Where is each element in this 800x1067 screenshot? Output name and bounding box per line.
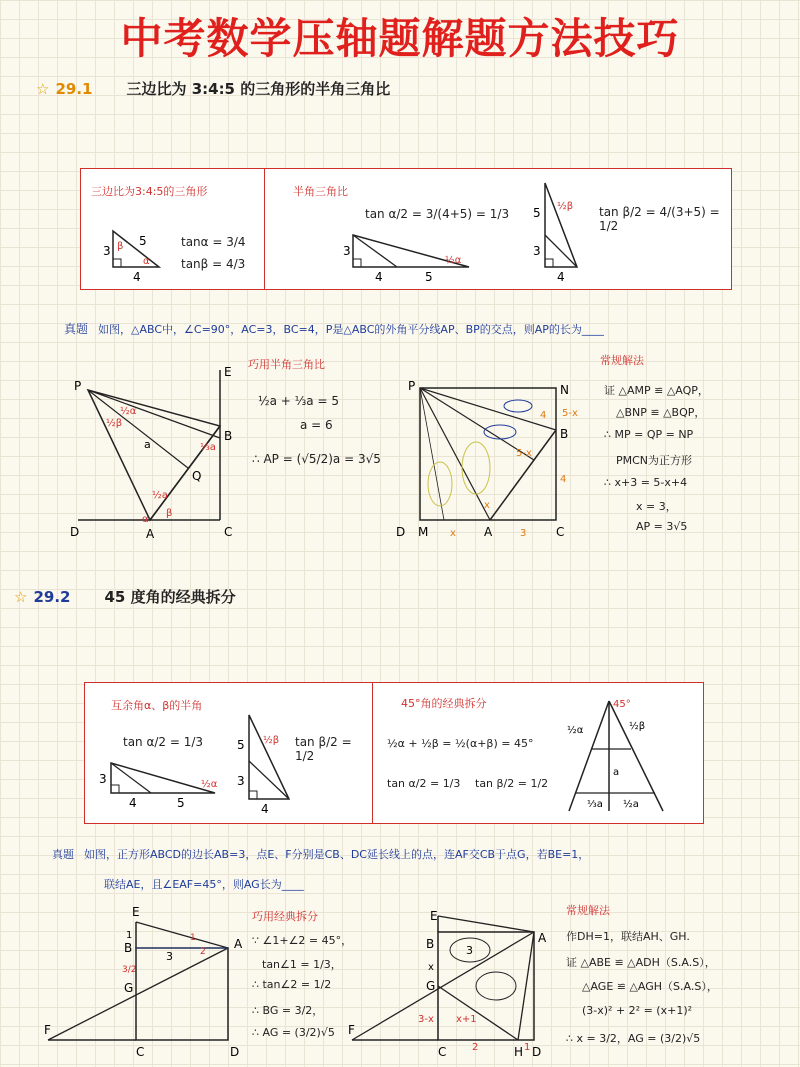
label-4: 4 bbox=[560, 474, 567, 485]
formula-half-beta: tan β/2 = 4/(3+5) = 1/2 bbox=[599, 205, 720, 233]
problem-label: 真题 bbox=[64, 322, 89, 336]
problem-label: 真题 bbox=[52, 848, 74, 861]
box-title: 45°角的经典拆分 bbox=[401, 697, 487, 710]
point-D: D bbox=[70, 525, 80, 539]
half-beta-label: ½β bbox=[106, 418, 123, 429]
point-N: N bbox=[560, 383, 569, 397]
figure-29-1-square bbox=[390, 374, 590, 544]
method1-line-2: tan∠1 = 1/3， bbox=[262, 958, 342, 971]
point-E: E bbox=[430, 909, 438, 923]
section-title: 45 度角的经典拆分 bbox=[104, 588, 236, 606]
method2-line-3: ∴ MP = QP = NP bbox=[604, 428, 694, 441]
point-F: F bbox=[44, 1023, 51, 1037]
formula-half-beta: tan β/2 = 1/2 bbox=[295, 735, 352, 763]
half-beta-mark: ½β bbox=[557, 201, 574, 212]
figure-29-2-congruent bbox=[346, 902, 556, 1062]
formula-half-alpha: tan α/2 = 1/3 bbox=[123, 735, 204, 749]
star-icon: ☆ bbox=[36, 80, 50, 98]
method2-line-1: 作DH=1，联结AH、GH. bbox=[566, 930, 690, 943]
method1-line-3: ∴ tan∠2 = 1/2 bbox=[252, 978, 332, 991]
side-4: 4 bbox=[557, 270, 565, 284]
method2-line-2: △BNP ≌ △BQP， bbox=[616, 406, 706, 419]
half-alpha-mark: ½α bbox=[445, 255, 462, 266]
method2-line-4: PMCN为正方形 bbox=[616, 454, 693, 467]
method2-title: 常规解法 bbox=[566, 904, 610, 917]
section-number: 29.2 bbox=[33, 588, 71, 606]
method1-line-1: ∵ ∠1+∠2 = 45°， bbox=[252, 934, 353, 947]
point-H: H bbox=[514, 1045, 524, 1059]
point-C: C bbox=[438, 1045, 447, 1059]
box-title: 半角三角比 bbox=[293, 185, 348, 198]
point-G: G bbox=[124, 981, 134, 995]
method2-line-1: 证 △AMP ≌ △AQP， bbox=[604, 384, 709, 397]
side-3: 3 bbox=[103, 244, 111, 258]
method1-line-2: a = 6 bbox=[300, 418, 333, 432]
formula-tan-beta: tan β/2 = 1/2 bbox=[475, 777, 549, 790]
tan-beta: tanβ = 4/3 bbox=[181, 257, 246, 271]
method2-line-5: ∴ x+3 = 5-x+4 bbox=[604, 476, 688, 489]
section-heading-29-2 bbox=[14, 586, 236, 607]
label-x: x bbox=[428, 962, 434, 973]
side-3: 3 bbox=[533, 244, 541, 258]
side-5: 5 bbox=[139, 234, 147, 248]
box-complementary-half bbox=[84, 682, 374, 824]
label-x-2: x bbox=[484, 500, 490, 511]
angle-alpha: α bbox=[143, 256, 150, 267]
label-x-plus-1: x+1 bbox=[456, 1014, 477, 1025]
point-D: D bbox=[532, 1045, 542, 1059]
side-5: 5 bbox=[177, 796, 185, 810]
point-C: C bbox=[136, 1045, 145, 1059]
method2-title: 常规解法 bbox=[600, 354, 644, 367]
method2-line-2: 证 △ABE ≌ △ADH（S.A.S）， bbox=[566, 956, 716, 969]
point-E: E bbox=[132, 905, 140, 919]
point-B: B bbox=[560, 427, 569, 441]
section-number: 29.1 bbox=[55, 80, 93, 98]
half-a-label: ½a bbox=[623, 799, 639, 810]
half-alpha-label: ½α bbox=[120, 406, 137, 417]
label-5-minus-x: 5-x bbox=[562, 408, 578, 419]
problem-text-1: 如图，正方形ABCD的边长AB=3，点E、F分别是CB、DC延长线上的点，连AF交CB于点G，若BE=1， bbox=[84, 848, 590, 861]
method1-title: 巧用经典拆分 bbox=[252, 910, 318, 923]
formula-tan-alpha: tan α/2 = 1/3 bbox=[387, 777, 461, 790]
point-D: D bbox=[230, 1045, 240, 1059]
label-3: 3 bbox=[520, 528, 527, 539]
point-Q: Q bbox=[192, 469, 202, 483]
point-D: D bbox=[396, 525, 406, 539]
point-G: G bbox=[426, 979, 436, 993]
point-P: P bbox=[408, 379, 416, 393]
method1-line-5: ∴ AG = (3/2)√5 bbox=[252, 1026, 335, 1039]
figure-29-1-half-angle bbox=[60, 360, 260, 545]
method2-line-4: (3-x)² + 2² = (x+1)² bbox=[582, 1004, 693, 1017]
point-B: B bbox=[224, 429, 233, 443]
half-beta-mark: ½β bbox=[263, 735, 280, 746]
point-A: A bbox=[146, 527, 155, 541]
box-title: 互余角α、β的半角 bbox=[111, 699, 203, 712]
label-1: 1 bbox=[126, 930, 133, 941]
angle-1: 1 bbox=[190, 933, 196, 943]
half-alpha-mark: ½α bbox=[201, 779, 218, 790]
label-3: 3 bbox=[166, 950, 173, 963]
third-a-label: ⅓a bbox=[200, 442, 216, 453]
a-label: a bbox=[613, 767, 620, 778]
side-4: 4 bbox=[261, 802, 269, 816]
point-B: B bbox=[124, 941, 133, 955]
page-title: 中考数学压轴题解题方法技巧 bbox=[120, 14, 680, 63]
point-A: A bbox=[234, 937, 243, 951]
section-title: 三边比为 3:4:5 的三角形的半角三角比 bbox=[126, 80, 391, 98]
point-A: A bbox=[484, 525, 493, 539]
method1-line-4: ∴ BG = 3/2， bbox=[252, 1004, 324, 1017]
method2-line-7: AP = 3√5 bbox=[636, 520, 688, 533]
angle-2: 2 bbox=[200, 947, 206, 957]
method2-line-6: x = 3， bbox=[636, 500, 677, 513]
tan-alpha: tanα = 3/4 bbox=[181, 235, 246, 249]
star-icon: ☆ bbox=[14, 588, 28, 606]
point-A: A bbox=[538, 931, 547, 945]
label-3: 3 bbox=[466, 944, 473, 957]
figure-29-2-split bbox=[40, 902, 243, 1062]
side-5: 5 bbox=[533, 206, 541, 220]
section-heading-29-1 bbox=[36, 78, 390, 99]
triangle-345-diagram bbox=[81, 169, 265, 289]
formula-half-alpha: tan α/2 = 3/(4+5) = 1/3 bbox=[365, 207, 510, 221]
box-title: 三边比为3:4:5的三角形 bbox=[91, 185, 208, 198]
label-4-2: 4 bbox=[540, 410, 547, 421]
deg45-label: 45° bbox=[613, 699, 631, 710]
label-5-minus-x-2: 5-x bbox=[516, 448, 532, 459]
method1-line-1: ½a + ⅓a = 5 bbox=[258, 394, 339, 408]
third-a-label: ⅓a bbox=[587, 799, 603, 810]
label-3-minus-x: 3-x bbox=[418, 1014, 434, 1025]
point-E: E bbox=[224, 365, 232, 379]
angle-beta: β bbox=[117, 241, 124, 252]
segment-a: a bbox=[144, 438, 151, 451]
box-half-angle bbox=[264, 168, 732, 290]
problem-text: 如图，△ABC中，∠C=90°，AC=3，BC=4，P是△ABC的外角平分线AP、BP的交点，则AP的长为____ bbox=[98, 323, 604, 336]
point-C: C bbox=[556, 525, 565, 539]
method2-line-3: △AGE ≌ △AGH（S.A.S）， bbox=[582, 980, 718, 993]
half-alpha-label: ½α bbox=[567, 725, 584, 736]
problem-29-2 bbox=[52, 846, 772, 862]
half-beta-label: ½β bbox=[629, 721, 646, 732]
side-3: 3 bbox=[99, 772, 107, 786]
side-3: 3 bbox=[343, 244, 351, 258]
box-45-split bbox=[372, 682, 704, 824]
problem-text-2: 联结AE，且∠EAF=45°，则AG长为____ bbox=[104, 878, 304, 891]
side-3: 3 bbox=[237, 774, 245, 788]
point-F: F bbox=[348, 1023, 355, 1037]
side-5: 5 bbox=[237, 738, 245, 752]
side-4: 4 bbox=[133, 270, 141, 284]
method1-line-3: ∴ AP = (√5/2)a = 3√5 bbox=[252, 452, 381, 466]
alpha-label: α bbox=[142, 514, 149, 525]
beta-label: β bbox=[166, 508, 173, 519]
point-M: M bbox=[418, 525, 429, 539]
half-a-label: ½a bbox=[152, 490, 168, 501]
point-B: B bbox=[426, 937, 435, 951]
label-3-halves: 3/2 bbox=[122, 965, 137, 975]
side-4: 4 bbox=[129, 796, 137, 810]
label-x: x bbox=[450, 528, 456, 539]
method2-line-5: ∴ x = 3/2，AG = (3/2)√5 bbox=[566, 1032, 701, 1045]
side-4: 4 bbox=[375, 270, 383, 284]
split-45-diagram bbox=[373, 683, 703, 823]
formula-sum: ½α + ½β = ½(α+β) = 45° bbox=[387, 737, 534, 750]
label-1: 1 bbox=[524, 1042, 531, 1053]
box-345-triangle bbox=[80, 168, 266, 290]
problem-29-1 bbox=[64, 320, 754, 337]
point-C: C bbox=[224, 525, 233, 539]
label-2: 2 bbox=[472, 1042, 479, 1053]
method1-title: 巧用半角三角比 bbox=[248, 358, 325, 371]
side-5: 5 bbox=[425, 270, 433, 284]
point-P: P bbox=[74, 379, 82, 393]
